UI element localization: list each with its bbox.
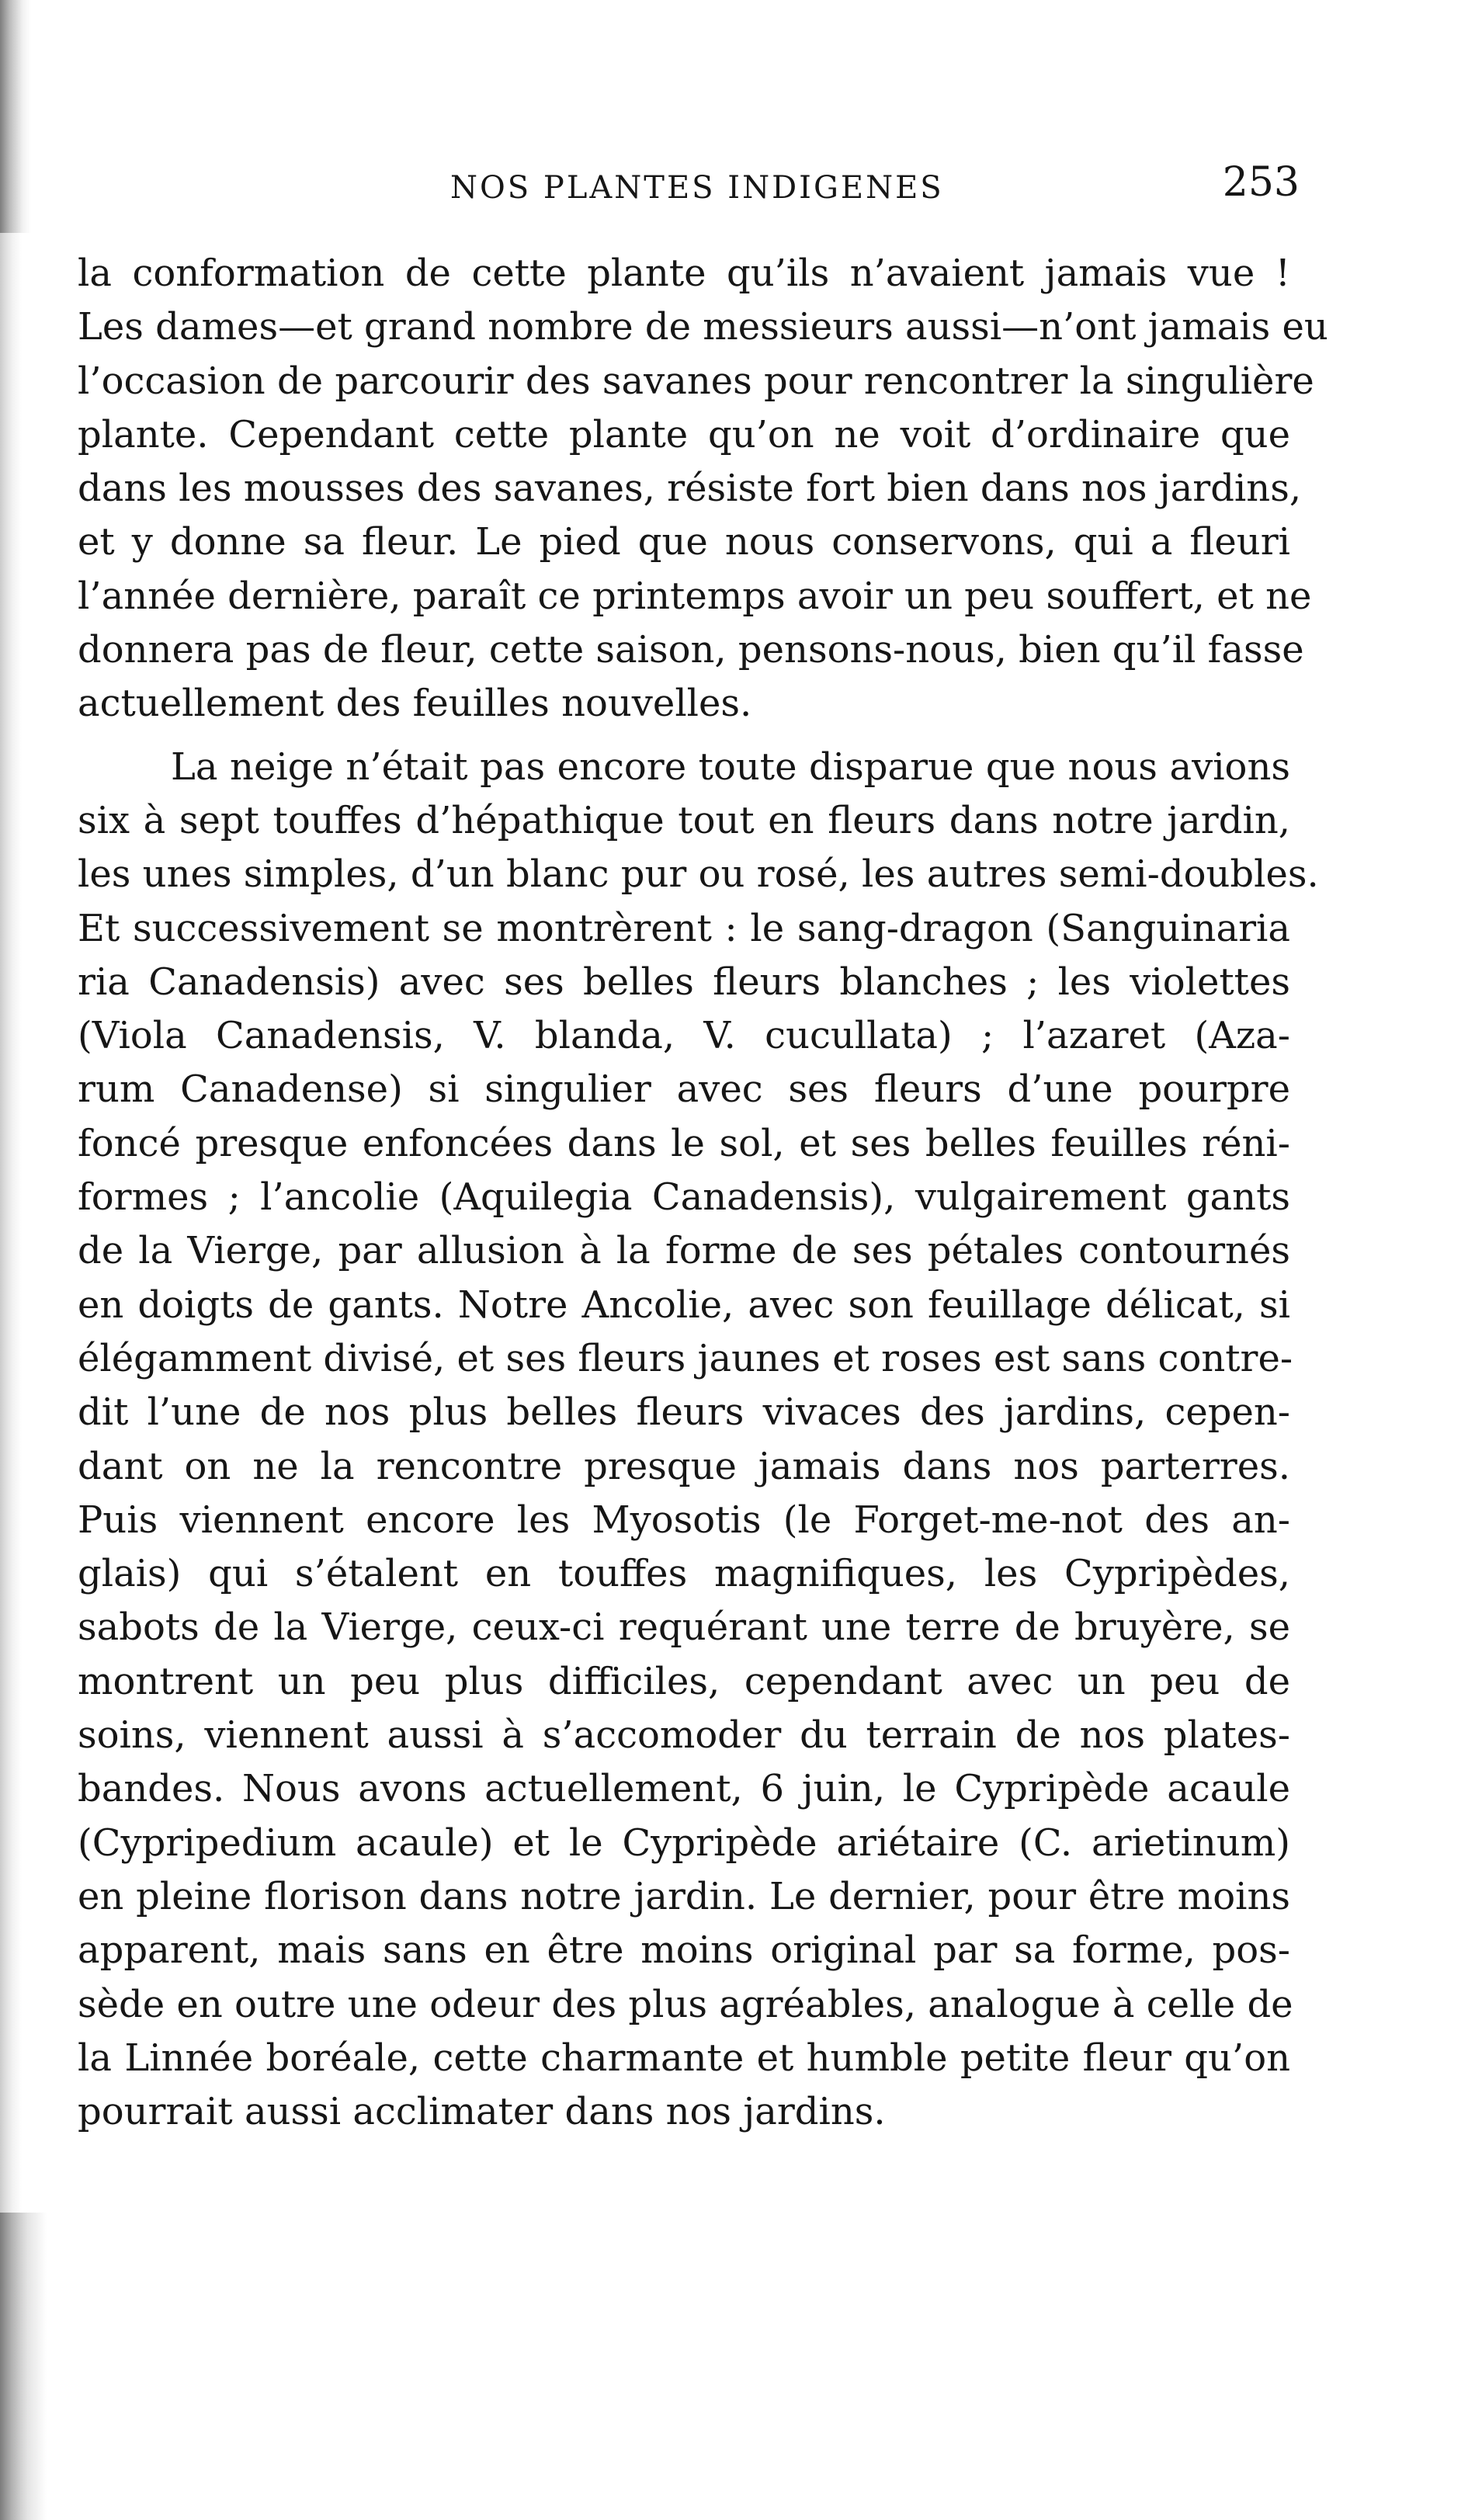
text-line: Les dames—et grand nombre de messieurs aussi—n’ont jamais eu	[78, 305, 1328, 349]
text-line: formes ; l’ancolie (Aquilegia Canadensis), vulgairement gants	[78, 1175, 1290, 1220]
text-line: dit l’une de nos plus belles fleurs vivaces des jardins, cepen-	[78, 1390, 1290, 1435]
scan-edge-shadow	[0, 0, 22, 2520]
text-line: en doigts de gants. Notre Ancolie, avec son feuillage délicat, si	[78, 1283, 1290, 1327]
text-line: glais) qui s’étalent en touffes magnifiques, les Cypripèdes,	[78, 1552, 1290, 1596]
text-line: sabots de la Vierge, ceux-ci requérant une terre de bruyère, se	[78, 1605, 1290, 1650]
text-line: élégamment divisé, et ses fleurs jaunes et roses est sans contre-	[78, 1336, 1293, 1380]
paragraph-1	[78, 247, 1328, 731]
text-line: actuellement des feuilles nouvelles.	[78, 682, 752, 726]
text-line: la conformation de cette plante qu’ils n’avaient jamais vue !	[78, 252, 1290, 295]
page-header	[0, 159, 1482, 213]
page-number: 253	[1222, 159, 1300, 206]
paragraph-gap	[78, 731, 1290, 741]
text-line: Et successivement se montrèrent : le sang-dragon (Sanguinaria	[78, 906, 1290, 950]
text-line: bandes. Nous avons actuellement, 6 juin, le Cypripède acaule	[78, 1767, 1290, 1811]
text-line: montrent un peu plus difficiles, cependant avec un peu de	[78, 1659, 1290, 1703]
text-line: l’occasion de parcourir des savanes pour rencontrer la singulière	[78, 359, 1314, 403]
text-line: dant on ne la rencontre presque jamais dans nos parterres.	[78, 1444, 1290, 1488]
text-line: l’année dernière, paraît ce printemps avoir un peu souffert, et ne	[78, 574, 1312, 618]
text-line: la Linnée boréale, cette charmante et humble petite fleur qu’on	[78, 2036, 1290, 2080]
body-text	[78, 247, 1328, 2139]
text-line: La neige n’était pas encore toute disparue que nous avions	[171, 745, 1290, 789]
scan-edge-shadow-bottom	[0, 2213, 47, 2520]
text-line: rum Canadense) si singulier avec ses fleurs d’une pourpre	[78, 1067, 1290, 1112]
text-line: sède en outre une odeur des plus agréables, analogue à celle de	[78, 1982, 1293, 2026]
paragraph-2	[78, 741, 1319, 2140]
text-line: Puis viennent encore les Myosotis (le Forget-me-not des an-	[78, 1498, 1290, 1542]
text-line: (Cypripedium acaule) et le Cypripède ariétaire (C. arietinum)	[78, 1821, 1290, 1865]
text-line: dans les mousses des savanes, résiste fort bien dans nos jardins,	[78, 467, 1302, 511]
running-title: NOS PLANTES INDIGENES	[450, 170, 944, 206]
text-line: et y donne sa fleur. Le pied que nous conservons, qui a fleuri	[78, 520, 1290, 564]
text-line: donnera pas de fleur, cette saison, pensons-nous, bien qu’il fasse	[78, 628, 1304, 672]
text-line: en pleine florison dans notre jardin. Le dernier, pour être moins	[78, 1874, 1290, 1918]
text-line: pourrait aussi acclimater dans nos jardins.	[78, 2090, 886, 2134]
text-line: les unes simples, d’un blanc pur ou rosé, les autres semi-doubles.	[78, 852, 1319, 897]
text-line: (Viola Canadensis, V. blanda, V. cucullata) ; l’azaret (Aza-	[78, 1014, 1290, 1058]
text-line: soins, viennent aussi à s’accomoder du terrain de nos plates-	[78, 1713, 1290, 1758]
text-line: apparent, mais sans en être moins original par sa forme, pos-	[78, 1928, 1290, 1973]
text-line: plante. Cependant cette plante qu’on ne voit d’ordinaire que	[78, 412, 1290, 456]
text-line: ria Canadensis) avec ses belles fleurs blanches ; les violettes	[78, 960, 1290, 1004]
text-line: six à sept touffes d’hépathique tout en fleurs dans notre jardin,	[78, 798, 1290, 842]
text-line: foncé presque enfoncées dans le sol, et ses belles feuilles réni-	[78, 1121, 1290, 1165]
text-line: de la Vierge, par allusion à la forme de ses pétales contournés	[78, 1229, 1290, 1273]
